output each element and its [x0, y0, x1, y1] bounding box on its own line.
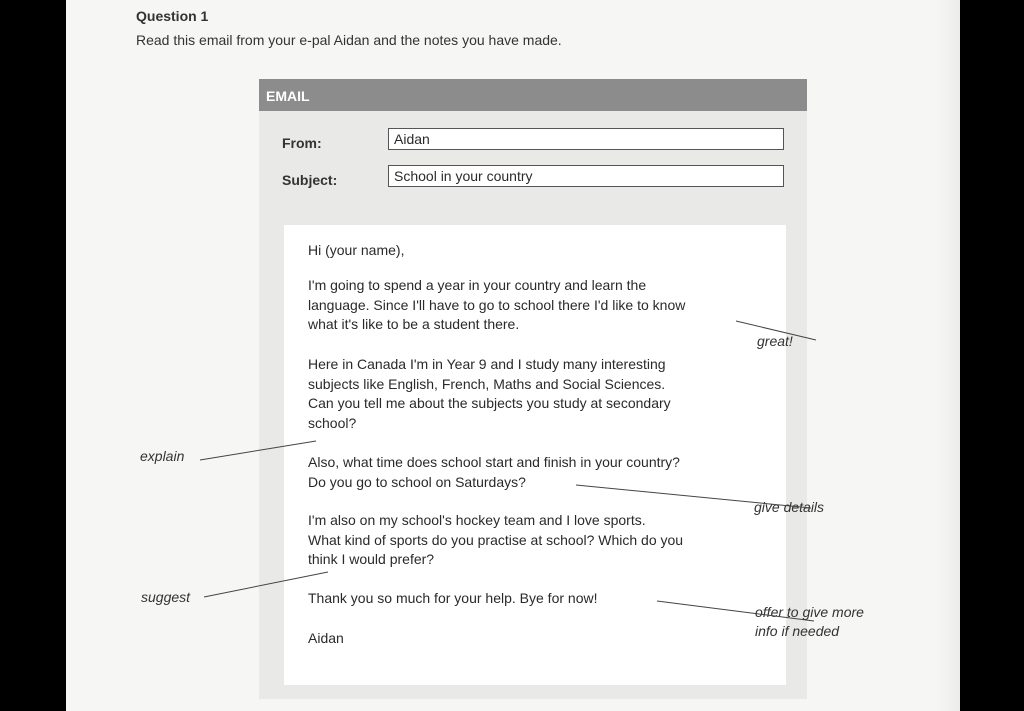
leader-line-offer-info: [657, 601, 814, 621]
subject-field: School in your country: [388, 165, 784, 187]
email-paragraph-subjects: Here in Canada I'm in Year 9 and I study many interesting subjects like English, French, Maths and Social Sciences. Can you tell me about the subjects you study at secondary school?: [308, 356, 671, 431]
note-give-details: give details: [754, 499, 825, 515]
email-paragraph-times: Also, what time does school start and finish in your country? Do you go to school on Saturdays?: [308, 454, 680, 490]
email-closing: Thank you so much for your help. Bye for now!: [308, 590, 598, 606]
worksheet-page: [66, 0, 960, 711]
question-title: Question 1: [136, 8, 209, 24]
leader-line-explain: [200, 441, 316, 460]
note-offer-info: offer to give more info if needed: [755, 604, 864, 639]
note-suggest: suggest: [141, 589, 191, 605]
leader-line-great: [736, 321, 816, 340]
email-header: EMAIL: [259, 79, 807, 111]
email-paragraph-intro: I'm going to spend a year in your country and learn the language. Since I'll have to go to school there I'd like to know what it's like to be a student there.: [308, 277, 686, 332]
question-instruction: Read this email from your e-pal Aidan and the notes you have made.: [136, 32, 562, 48]
from-field: Aidan: [388, 128, 784, 150]
annotation-leader-lines: [66, 0, 960, 711]
leader-line-give-details: [576, 485, 811, 508]
note-explain: explain: [140, 448, 185, 464]
subject-label: Subject:: [282, 172, 338, 188]
from-label: From:: [282, 135, 322, 151]
email-greeting: Hi (your name),: [308, 242, 405, 258]
leader-line-suggest: [204, 572, 328, 597]
note-great: great!: [757, 333, 793, 349]
email-signature: Aidan: [308, 630, 344, 646]
email-paragraph-sports: I'm also on my school's hockey team and I love sports. What kind of sports do you practise at school? Which do you think I would prefer?: [308, 512, 684, 567]
